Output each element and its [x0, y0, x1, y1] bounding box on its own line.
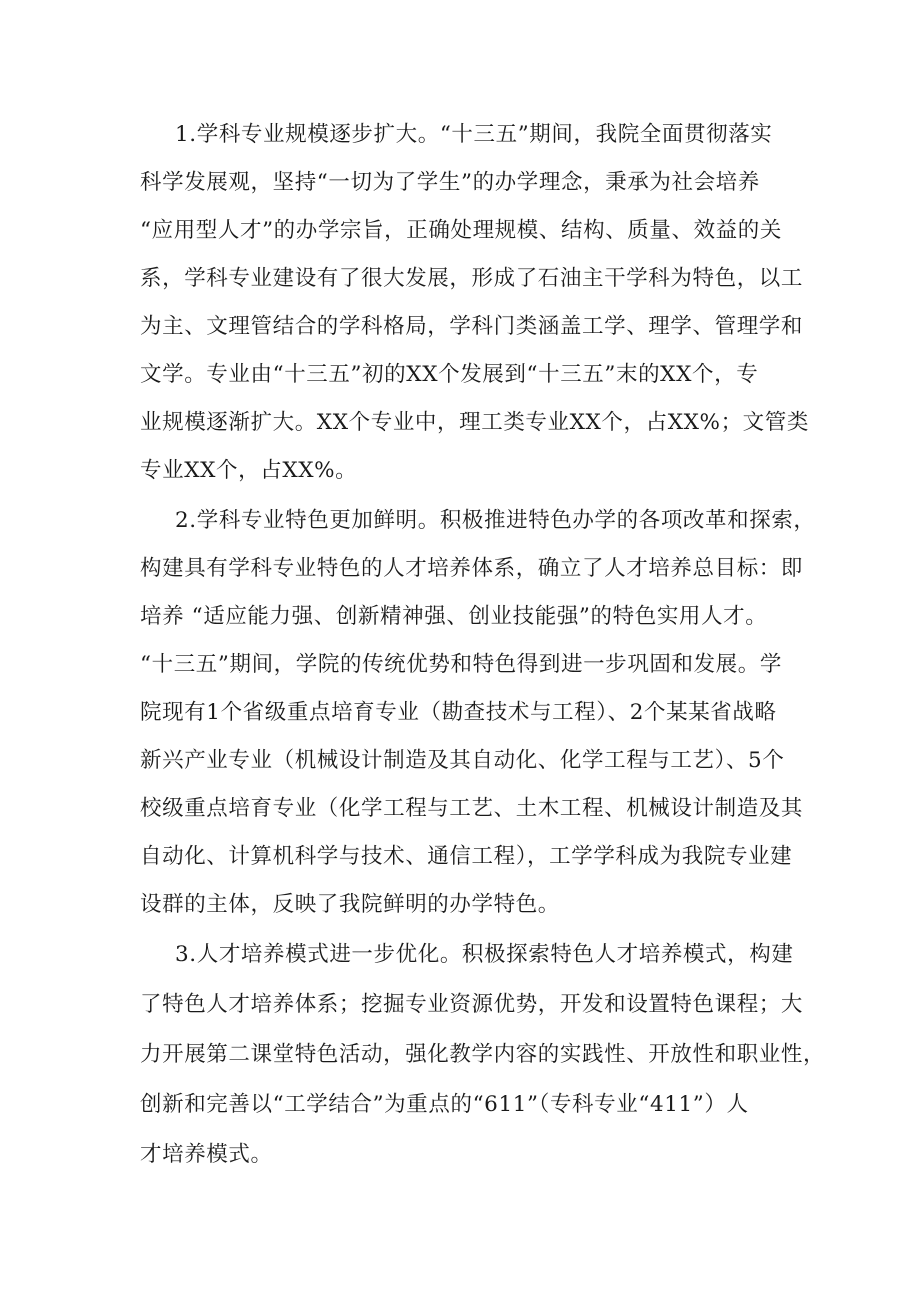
paragraph-line: 为主、文理管结合的学科格局，学科门类涵盖工学、理学、管理学和 [140, 314, 804, 339]
paragraph-line: 3.人才培养模式进一步优化。积极探索特色人才培养模式，构建 [175, 942, 794, 967]
paragraph-line: 校级重点培育专业（化学工程与工艺、土木工程、机械设计制造及其 [140, 796, 804, 821]
paragraph-line: 新兴产业专业（机械设计制造及其自动化、化学工程与工艺）、5个 [140, 748, 785, 773]
paragraph-line: 力开展第二课堂特色活动，强化教学内容的实践性、开放性和职业性， [140, 1042, 826, 1067]
paragraph-line: 培养 “适应能力强、创新精神强、创业技能强”的特色实用人才。 [140, 604, 768, 629]
paragraph-line: “十三五”期间，学院的传统优势和特色得到进一步巩固和发展。学 [140, 652, 782, 677]
paragraph-line: 创新和完善以“工学结合”为重点的“611”（专科专业“411”）人 [140, 1092, 749, 1117]
paragraph-line: 构建具有学科专业特色的人才培养体系，确立了人才培养总目标：即 [140, 556, 804, 581]
paragraph-line: 专业XX个，占XX%。 [140, 458, 358, 483]
paragraph-line: “应用型人才”的办学宗旨，正确处理规模、结构、质量、效益的关 [140, 218, 782, 243]
paragraph-line: 才培养模式。 [140, 1142, 273, 1167]
paragraph-line: 自动化、计算机科学与技术、通信工程），工学学科成为我院专业建 [140, 844, 793, 869]
paragraph-line: 文学。专业由“十三五”初的XX个发展到“十三五”末的XX个，专 [140, 362, 759, 387]
paragraph-line: 了特色人才培养体系；挖掘专业资源优势，开发和设置特色课程；大 [140, 992, 804, 1017]
paragraph-line: 系，学科专业建设有了很大发展，形成了石油主干学科为特色，以工 [140, 266, 804, 291]
paragraph-line: 设群的主体，反映了我院鲜明的办学特色。 [140, 892, 560, 917]
paragraph-line: 院现有1个省级重点培育专业（勘查技术与工程）、2个某某省战略 [140, 700, 777, 725]
paragraph-line: 1.学科专业规模逐步扩大。“十三五”期间，我院全面贯彻落实 [175, 122, 773, 147]
paragraph-line: 业规模逐渐扩大。XX个专业中，理工类专业XX个，占XX%；文管类 [140, 410, 809, 435]
paragraph-line: 2.学科专业特色更加鲜明。积极推进特色办学的各项改革和探索， [175, 508, 816, 533]
paragraph-line: 科学发展观，坚持“一切为了学生”的办学理念，秉承为社会培养 [140, 170, 760, 195]
